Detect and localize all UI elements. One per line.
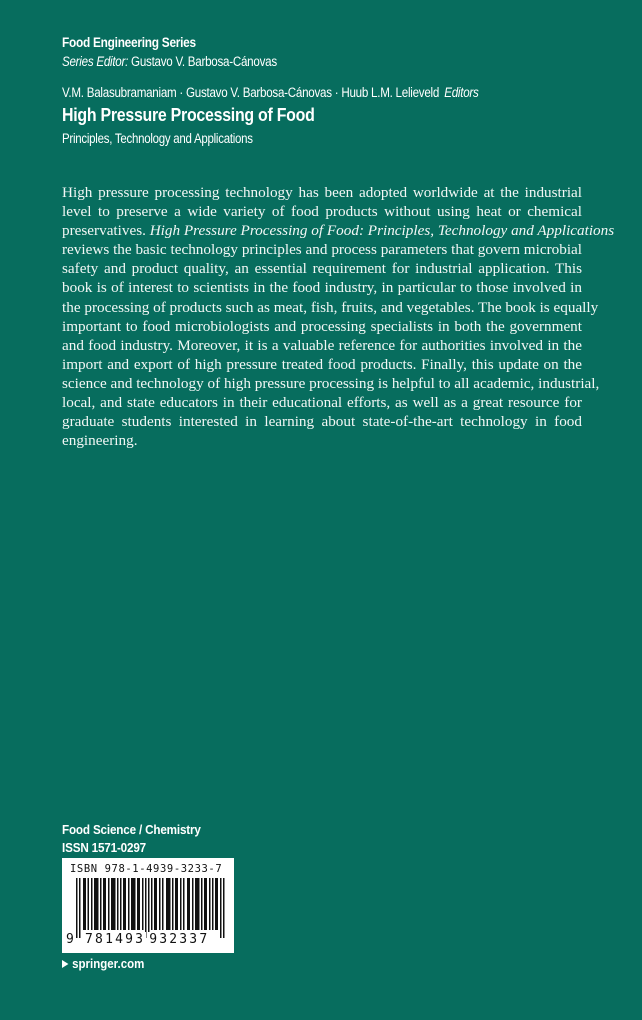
isbn-text: ISBN 978-1-4939-3233-7 — [70, 863, 223, 875]
issn-number: ISSN 1571-0297 — [62, 840, 146, 855]
editors-names: V.M. Balasubramaniam · Gustavo V. Barbosa-Cánovas · Huub L.M. Lelieveld — [62, 85, 440, 100]
blurb-line: High pressure processing technology has been adopted worldwide at the industrial — [62, 184, 582, 201]
blurb-line: important to food microbiologists and processing specialists in both the government — [62, 317, 582, 335]
triangle-arrow-icon — [62, 960, 68, 968]
blurb-paragraph — [62, 183, 615, 450]
blurb-line: reviews the basic technology principles and process parameters that govern microbial — [62, 241, 582, 259]
publisher-website[interactable] — [62, 957, 144, 971]
blurb-line: the processing of products such as meat, fish, fruits, and vegetables. The book is equally — [62, 298, 599, 316]
blurb-line: safety and product quality, an essential requirement for industrial application. This — [62, 260, 582, 278]
blurb-line: science and technology of high pressure processing is helpful to all academic, industrial, — [62, 374, 600, 392]
barcode-bars-icon — [76, 878, 228, 938]
series-title: Food Engineering Series — [62, 35, 196, 50]
blurb-line — [62, 221, 615, 240]
blurb-line: level to preserve a wide variety of food products without using heat or chemical — [62, 203, 582, 221]
book-editors — [62, 85, 479, 100]
series-editor-label: Series Editor: — [62, 54, 129, 69]
blurb-line: import and export of high pressure treated food products. Finally, this update on the — [62, 355, 582, 373]
barcode-digits — [66, 932, 210, 947]
publisher-website-link[interactable]: springer.com — [72, 957, 145, 971]
blurb-line: and food industry. Moreover, it is a valuable reference for authorities involved in the — [62, 336, 582, 354]
series-editor-name: Gustavo V. Barbosa-Cánovas — [128, 54, 277, 69]
book-title: High Pressure Processing of Food — [62, 104, 315, 125]
blurb-line: engineering. — [62, 432, 138, 450]
blurb-book-title-italic: High Pressure Processing of Food: Principles, Technology and Applications — [149, 222, 615, 240]
subject-category: Food Science / Chemistry — [62, 822, 201, 837]
blurb-line: graduate students interested in learning about state-of-the-art technology in food — [62, 413, 582, 431]
book-subtitle: Principles, Technology and Applications — [62, 131, 253, 146]
barcode-digit-first: 9 — [66, 932, 77, 947]
series-editor — [62, 54, 277, 69]
blurb-line: local, and state educators in their educational efforts, as well as a great resource for — [62, 394, 582, 412]
editors-role: Editors — [444, 85, 479, 100]
blurb-line-prefix: preservatives. — [62, 222, 150, 240]
isbn-barcode — [62, 858, 234, 953]
barcode-digits-group-2: 932337 — [149, 932, 210, 947]
blurb-line: book is of interest to scientists in the food industry, in particular to those involved in — [62, 279, 582, 297]
barcode-digits-group-1: 781493 — [85, 932, 146, 947]
